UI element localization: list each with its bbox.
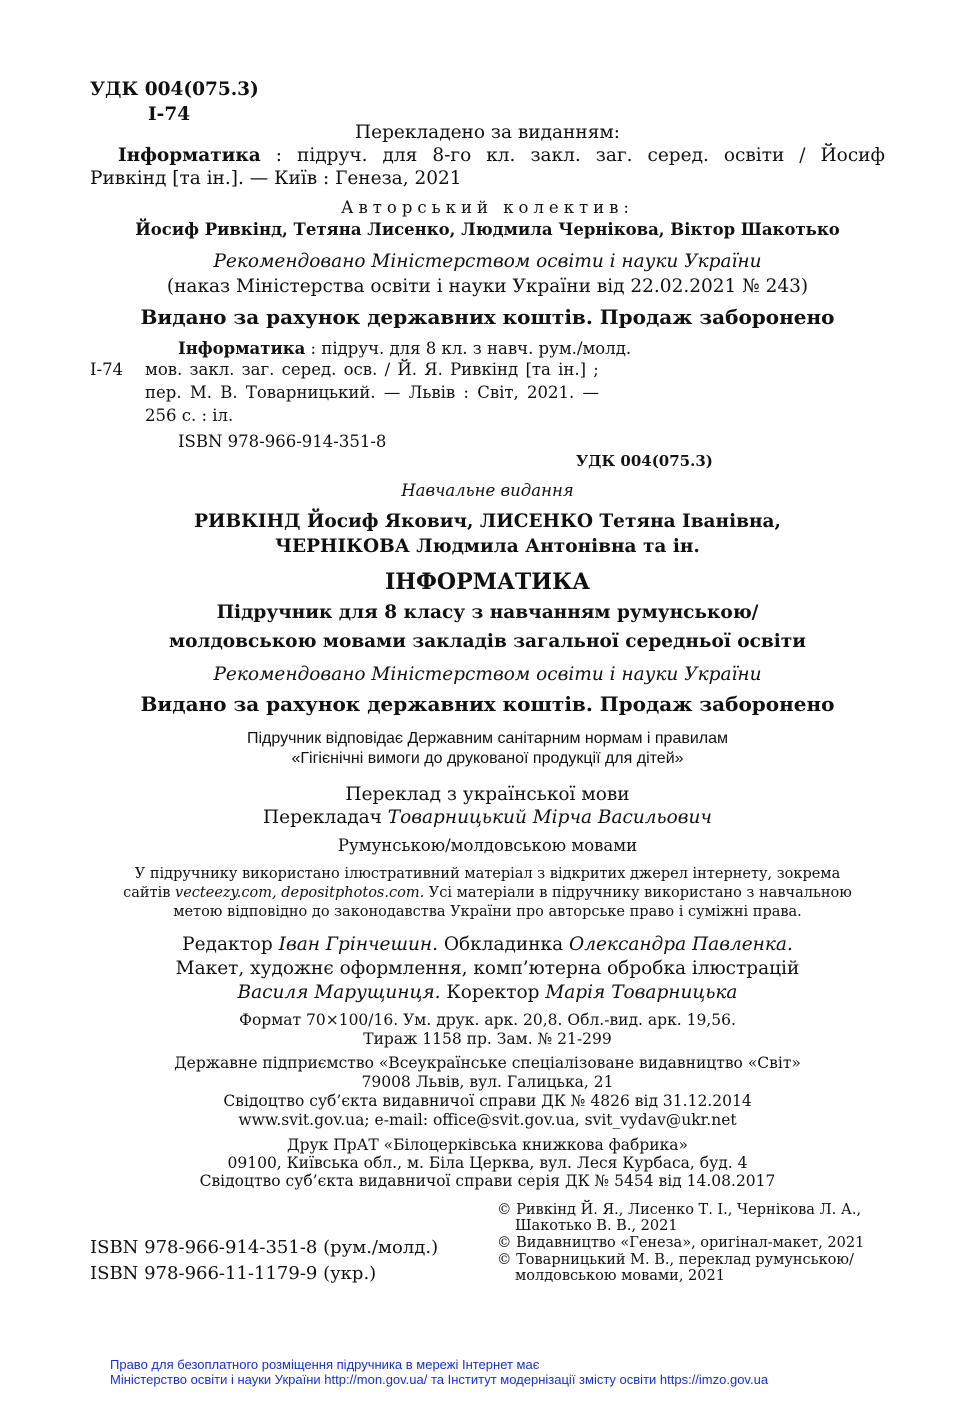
publisher-line: Свідоцтво суб’єкта видавничої справи ДК № 4826 від 31.12.2014 [223, 1092, 752, 1110]
sanitary-line2: «Гігієнічні вимоги до друкованої продукції для дітей» [291, 750, 684, 767]
publisher-line: www.svit.gov.ua; e-mail: office@svit.gov.ua, svit_vydav@ukr.net [238, 1111, 737, 1129]
credits-line2: Макет, художнє оформлення, комп’ютерна обробка ілюстрацій [175, 958, 800, 979]
footer-rights-line1: Право для безоплатного розміщення підручника в мережі Інтернет має [110, 1357, 540, 1372]
book-title: ІНФОРМАТИКА [384, 569, 590, 595]
copyright-line: © Ривкінд Й. Я., Лисенко Т. І., Чернікова Л. А., [497, 1202, 862, 1218]
authors-names-line1: РИВКІНД Йосиф Якович, ЛИСЕНКО Тетяна Іванівна, [194, 511, 781, 532]
editor-label: Редактор [182, 934, 279, 955]
state-funded-2: Видано за рахунок державних коштів. Продаж заборонено [140, 692, 835, 716]
original-edition-text: : підруч. для 8-го кл. закл. заг. серед. освіти / Йосиф [260, 145, 885, 166]
cover-designer: Олександра Павленка. [569, 934, 793, 955]
note-text: сайтів [123, 885, 176, 901]
original-edition-line2: Ривкінд [та ін.]. — Київ : Генеза, 2021 [90, 168, 462, 189]
isbn-romanian: ISBN 978-966-914-351-8 (рум./молд.) [90, 1237, 439, 1258]
sanitary-line1: Підручник відповідає Державним санітарним нормам і правилам [246, 730, 729, 747]
catalog-udk: УДК 004(075.3) [576, 452, 713, 470]
editor-name: Іван Грінчешин. [278, 934, 438, 955]
printer-line: Друк ПрАТ «Білоцерківська книжкова фабрика» [286, 1136, 688, 1154]
authors: Йосиф Ривкінд, Тетяна Лисенко, Людмила Чернікова, Віктор Шакотько [135, 220, 840, 239]
proofreader: Марія Товарницька [545, 982, 738, 1003]
copyright-line: © Видавництво «Генеза», оригінал-макет, 2021 [497, 1235, 865, 1251]
subtitle-line1: Підручник для 8 класу з навчанням румунською/ [216, 602, 759, 623]
original-title: Інформатика [118, 145, 261, 166]
note-line2 [90, 886, 885, 901]
note-text: Усі матеріали в підручнику використано з навчальною [424, 885, 852, 901]
catalog-isbn: ISBN 978-966-914-351-8 [178, 432, 387, 451]
library-index: І-74 [148, 104, 191, 125]
printer-line: 09100, Київська обл., м. Біла Церква, вул. Леся Курбаса, буд. 4 [227, 1154, 748, 1172]
translator-label: Перекладач [263, 807, 388, 828]
translation-from: Переклад з української мови [345, 784, 630, 805]
note-line3: метою відповідно до законодавства України про авторське право і суміжні права. [173, 904, 802, 920]
catalog-card-line2: мов. закл. заг. серед. осв. / Й. Я. Ривкінд [та ін.] ; [145, 360, 599, 379]
cover-label: Обкладинка [437, 934, 570, 955]
format-line1: Формат 70×100/16. Ум. друк. арк. 20,8. Обл.-вид. арк. 19,56. [239, 1011, 736, 1029]
original-edition-line1 [118, 147, 885, 166]
ministry-order: (наказ Міністерства освіти і науки України від 22.02.2021 № 243) [166, 276, 809, 297]
translated-from: Перекладено за виданням: [354, 122, 621, 143]
isbn-ukrainian: ISBN 978-966-11-1179-9 (укр.) [90, 1263, 377, 1284]
note-line1: У підручнику використано ілюстративний матеріал з відкритих джерел інтернету, зокрема [134, 866, 841, 882]
subtitle-line2: молдовською мовами закладів загальної середньої освіти [169, 631, 806, 652]
footer-rights-line2[interactable]: Міністерство освіти і науки України http://mon.gov.ua/ та Інститут модернізації змісту освіти https://imzo.gov.ua [110, 1372, 769, 1387]
recommended-2: Рекомендовано Міністерством освіти і науки України [213, 664, 762, 685]
catalog-card-line3: пер. М. В. Товарницький. — Львів : Світ, 2021. — [145, 383, 600, 402]
copyright-line: Шакотько В. В., 2021 [515, 1218, 678, 1234]
copyright-line: © Товарницький М. В., переклад румунською/ [497, 1252, 854, 1268]
layout-designer: Василя Марущинця. [237, 982, 441, 1003]
languages: Румунською/молдовською мовами [337, 836, 638, 855]
catalog-card-line4: 256 с. : іл. [145, 406, 234, 425]
catalog-index: І-74 [90, 360, 124, 379]
note-sites: vecteezy.com, depositphotos.com. [175, 885, 425, 901]
publisher-line: Державне підприємство «Всеукраїнське спеціалізоване видавництво «Світ» [174, 1054, 801, 1072]
copyright-line: молдовською мовами, 2021 [515, 1268, 725, 1284]
proofreader-label: Коректор [440, 982, 546, 1003]
catalog-card-line1 [178, 341, 631, 358]
recommended: Рекомендовано Міністерством освіти і науки України [213, 251, 762, 272]
catalog-text: : підруч. для 8 кл. з навч. рум./молд. [305, 339, 632, 358]
translator [90, 809, 885, 828]
credits-line1 [90, 936, 885, 955]
translator-name: Товарницький Мірча Васильович [387, 807, 712, 828]
catalog-title: Інформатика [178, 339, 306, 358]
authors-heading: Авторський колектив: [341, 198, 634, 217]
edition-type: Навчальне видання [401, 481, 574, 500]
credits-line3 [90, 984, 885, 1003]
state-funded: Видано за рахунок державних коштів. Продаж заборонено [140, 305, 835, 329]
format-line2: Тираж 1158 пр. Зам. № 21-299 [363, 1030, 612, 1048]
publisher-line: 79008 Львів, вул. Галицька, 21 [361, 1073, 614, 1091]
printer-line: Свідоцтво суб’єкта видавничої справи серія ДК № 5454 від 14.08.2017 [199, 1172, 776, 1190]
authors-names-line2: ЧЕРНІКОВА Людмила Антонівна та ін. [275, 536, 700, 557]
udk-code: УДК 004(075.3) [90, 79, 259, 100]
